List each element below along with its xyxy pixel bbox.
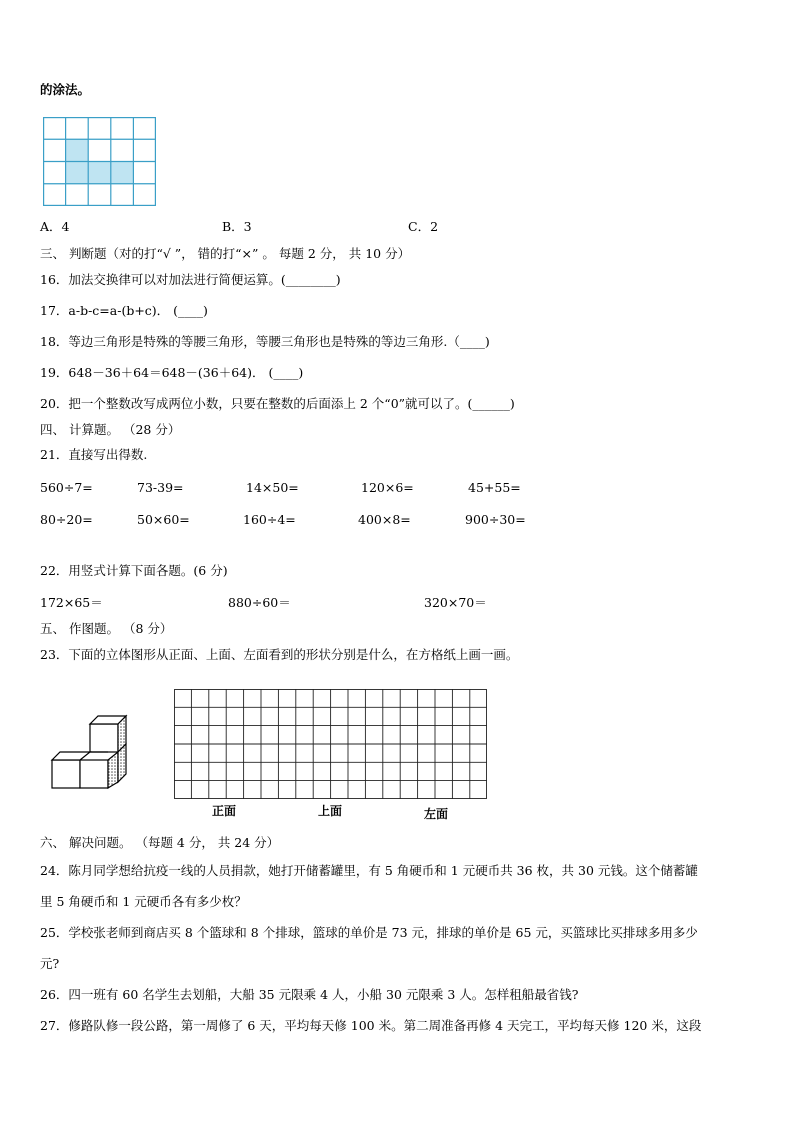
section-6-title: 六、 解决问题。 （每题 4 分， 共 24 分）: [40, 835, 280, 850]
left-view-label: 左面: [424, 807, 449, 821]
calc-item: 73-39=: [137, 480, 184, 495]
vertical-calc-item: 880÷60＝: [228, 595, 291, 610]
calc-item: 900÷30=: [465, 512, 526, 527]
question-16: 16．加法交换律可以对加法进行简便运算。(________): [40, 272, 341, 287]
calc-item: 560÷7=: [40, 480, 93, 495]
question-22: 22．用竖式计算下面各题。(6 分): [40, 563, 228, 578]
question-26: 26．四一班有 60 名学生去划船，大船 35 元限乘 4 人，小船 30 元限乘 3 人。怎样租船最省钱?: [40, 987, 579, 1002]
continuation-text: 的涂法。: [40, 82, 91, 97]
calc-item: 160÷4=: [243, 512, 296, 527]
section-4-title: 四、 计算题。 （28 分）: [40, 422, 181, 437]
option-b: B．3: [222, 219, 252, 234]
question-19: 19．648－36＋64＝648－(36＋64)． (____): [40, 365, 304, 380]
vertical-calc-item: 320×70＝: [424, 595, 487, 610]
option-c: C．2: [408, 219, 439, 234]
question-20: 20．把一个整数改写成两位小数，只要在整数的后面添上 2 个“0”就可以了。(______): [40, 396, 515, 411]
question-21: 21．直接写出得数.: [40, 447, 148, 462]
option-a: A．4: [40, 219, 70, 234]
section-3-title: 三、 判断题（对的打“√ ”， 错的打“×” 。 每题 2 分， 共 10 分）: [40, 246, 411, 261]
question-24-line-1: 24．陈月同学想给抗疫一线的人员捐款，她打开储蓄罐里，有 5 角硬币和 1 元硬币共 36 枚，共 30 元钱。这个储蓄罐: [40, 863, 698, 878]
question-25-line-2: 元?: [40, 956, 60, 971]
question-18: 18．等边三角形是特殊的等腰三角形，等腰三角形也是特殊的等边三角形.（____): [40, 334, 490, 349]
question-23: 23．下面的立体图形从正面、上面、左面看到的形状分别是什么，在方格纸上画一画。: [40, 647, 519, 662]
calc-item: 400×8=: [358, 512, 411, 527]
front-view-label: 正面: [212, 804, 237, 818]
calc-item: 80÷20=: [40, 512, 93, 527]
question-25-line-1: 25．学校张老师到商店买 8 个篮球和 8 个排球，篮球的单价是 73 元，排球的单价是 65 元，买篮球比买排球多用多少: [40, 925, 698, 940]
question-17: 17．a-b-c=a-(b+c)． (____): [40, 303, 208, 318]
drawing-grid-paper: [174, 689, 487, 799]
calc-item: 14×50=: [246, 480, 299, 495]
calc-item: 45+55=: [468, 480, 521, 495]
top-view-label: 上面: [318, 804, 343, 818]
calc-item: 120×6=: [361, 480, 414, 495]
cube-solid-figure: [48, 714, 128, 790]
vertical-calc-item: 172×65＝: [40, 595, 103, 610]
calc-item: 50×60=: [137, 512, 190, 527]
section-5-title: 五、 作图题。 （8 分）: [40, 621, 173, 636]
question-24-line-2: 里 5 角硬币和 1 元硬币各有多少枚？: [40, 894, 247, 909]
question-27-line-1: 27．修路队修一段公路，第一周修了 6 天，平均每天修 100 米。第二周准备再修 4 天完工，平均每天修 120 米，这段: [40, 1018, 702, 1033]
shaded-grid-figure: [43, 117, 156, 206]
